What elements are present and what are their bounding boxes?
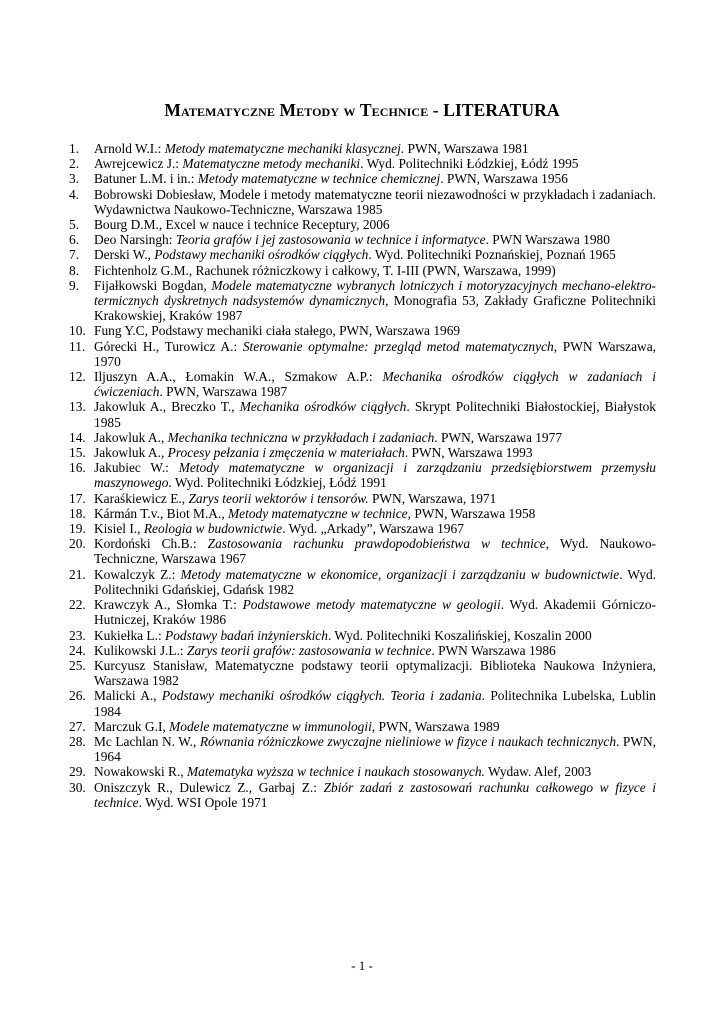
reference-number: 9. <box>69 277 80 293</box>
reference-publisher: . PWN Warszawa 1980 <box>485 232 610 248</box>
reference-author: Krawczyk A., Słomka T.: <box>94 597 243 613</box>
reference-author: Fichtenholz G.M., Rachunek różniczkowy i całkowy, T. I-III (PWN, Warszawa, 1999) <box>94 262 556 278</box>
reference-item <box>69 323 656 338</box>
reference-title: Zarys teorii grafów: zastosowania w technice <box>187 642 432 658</box>
reference-title: Metody matematyczne w ekonomice, organizacji i zarządzaniu w budownictwie <box>180 566 620 582</box>
reference-item <box>69 399 656 429</box>
reference-publisher: . Skrypt Politechniki Białostockiej, Białystok 1985 <box>94 399 657 430</box>
reference-publisher: , PWN Warszawa, 1970 <box>94 338 656 369</box>
reference-number: 11. <box>69 338 86 354</box>
reference-author: Kármán T.v., Biot M.A., <box>94 505 229 521</box>
reference-item <box>69 536 656 566</box>
reference-author: Deo Narsingh: <box>94 232 176 248</box>
reference-number: 6. <box>69 232 80 248</box>
reference-item <box>69 597 656 627</box>
reference-publisher: , Monografia 53, Zakłady Graficzne Politechniki Krakowskiej, Kraków 1987 <box>94 293 657 324</box>
reference-publisher: . PWN, Warszawa 1993 <box>404 445 533 461</box>
reference-author: Kisiel I., <box>94 521 144 537</box>
reference-title: Matematyka wyższa w technice i naukach stosowanych. <box>187 764 485 780</box>
reference-title: Zarys teorii wektorów i tensorów. <box>188 490 369 506</box>
reference-publisher: . Wyd. Politechniki Łódzkiej, Łódź 1995 <box>360 156 579 172</box>
reference-number: 15. <box>69 445 86 461</box>
reference-author: Mc Lachlan N. W., <box>94 733 200 749</box>
reference-title: Zbiór zadań z zastosowań rachunku całkowego w fizyce i technice <box>94 779 656 810</box>
reference-publisher: . Politechnika Lubelska, Lublin 1984 <box>94 688 656 719</box>
reference-item <box>69 217 656 232</box>
reference-title: Reologia w budownictwie <box>143 521 283 537</box>
reference-item <box>69 263 656 278</box>
reference-author: Arnold W.I.: <box>94 141 165 156</box>
reference-item <box>69 445 656 460</box>
reference-publisher: . PWN, Warszawa 1977 <box>434 429 563 445</box>
reference-item <box>69 430 656 445</box>
reference-item <box>69 658 656 688</box>
reference-number: 19. <box>69 521 86 537</box>
reference-item <box>69 643 656 658</box>
reference-title: Modele matematyczne wybranych lotniczych i motoryzacyjnych mechano-elektro-termicznych dyskretnych nadsystemów dynamicznych <box>94 277 656 309</box>
reference-publisher: . PWN, Warszawa 1987 <box>159 384 288 400</box>
reference-publisher: . PWN Warszawa 1986 <box>431 642 556 658</box>
reference-publisher: , Wyd. Naukowo-Techniczne, Warszawa 1967 <box>94 536 656 567</box>
reference-author: Kurcyusz Stanisław, Matematyczne podstawy teorii optymalizacji. Biblioteka Naukowa Inżyniera, Warszawa 1982 <box>94 657 656 689</box>
reference-title: Podstawy mechaniki ośrodków ciągłych <box>154 247 369 263</box>
reference-title: Równania różniczkowe zwyczajne nieliniowe w fizyce i naukach technicznych <box>199 733 617 749</box>
reference-number: 2. <box>69 156 80 172</box>
reference-number: 8. <box>69 262 80 278</box>
reference-number: 30. <box>69 779 86 795</box>
reference-publisher: Wydaw. Alef, 2003 <box>484 764 592 780</box>
reference-number: 14. <box>69 429 86 445</box>
reference-publisher: . Wyd. Politechniki Łódzkiej, Łódź 1991 <box>168 475 387 491</box>
reference-title: Podstawy badań inżynierskich <box>165 627 328 643</box>
reference-author: Malicki A., <box>94 688 162 704</box>
reference-author: Iljuszyn A.A., Łomakin W.A., Szmakow A.P.: <box>94 369 383 385</box>
reference-publisher: . Wyd. WSI Opole 1971 <box>138 794 268 810</box>
reference-title: Teoria grafów i jej zastosowania w technice i informatyce <box>175 232 486 248</box>
reference-author: Awrejcewicz J.: <box>94 156 183 172</box>
reference-number: 17. <box>69 490 86 506</box>
reference-number: 26. <box>69 688 86 704</box>
reference-title: Modele matematyczne w immunologii <box>169 718 372 734</box>
reference-publisher: . PWN, Warszawa 1981 <box>400 141 529 156</box>
reference-item <box>69 232 656 247</box>
reference-number: 21. <box>69 566 86 582</box>
reference-author: Kordoński Ch.B.: <box>94 536 208 552</box>
reference-item <box>69 780 656 810</box>
reference-title: Sterowanie optymalne: przegląd metod matematycznych <box>242 338 554 354</box>
reference-item <box>69 141 656 156</box>
reference-item <box>69 491 656 506</box>
page-number: - 1 - <box>351 958 373 973</box>
reference-publisher: , PWN, Warszawa 1989 <box>371 718 500 734</box>
reference-publisher: PWN, Warszawa, 1971 <box>368 490 497 506</box>
reference-item <box>69 156 656 171</box>
reference-number: 1. <box>69 141 80 156</box>
reference-list <box>69 141 656 810</box>
reference-number: 5. <box>69 217 80 233</box>
reference-title: Podstawy mechaniki ośrodków ciągłych. Teoria i zadania <box>161 688 482 704</box>
reference-number: 24. <box>69 642 86 658</box>
reference-author: Derski W., <box>94 247 155 263</box>
reference-title: Metody matematyczne w technice chemicznej <box>197 171 441 187</box>
reference-item <box>69 567 656 597</box>
reference-author: Nowakowski R., <box>94 764 187 780</box>
reference-title: Mechanika ośrodków ciągłych <box>239 399 407 415</box>
reference-publisher: , PWN, Warszawa 1958 <box>407 505 536 521</box>
reference-author: Bourg D.M., Excel w nauce i technice Receptury, 2006 <box>94 217 390 233</box>
page-title <box>0 100 724 121</box>
reference-number: 4. <box>69 186 80 202</box>
reference-publisher: . PWN, 1964 <box>94 733 656 765</box>
reference-publisher: . PWN, Warszawa 1956 <box>440 171 568 187</box>
reference-title: Procesy pełzania i zmęczenia w materiałach <box>167 445 405 461</box>
reference-item <box>69 278 656 324</box>
reference-item <box>69 688 656 718</box>
reference-item <box>69 339 656 369</box>
reference-publisher: . Wyd. Akademii Górniczo-Hutniczej, Kraków 1986 <box>94 597 656 628</box>
reference-number: 3. <box>69 171 80 187</box>
reference-author: Górecki H., Turowicz A.: <box>94 338 243 354</box>
reference-author: Jakubiec W.: <box>94 460 179 476</box>
title-main: Matematyczne Metody w Technice - <box>164 99 444 120</box>
reference-number: 27. <box>69 718 86 734</box>
reference-number: 10. <box>69 323 86 339</box>
reference-publisher: . Wyd. „Arkady”, Warszawa 1967 <box>282 521 464 537</box>
reference-title: Mechanika ośrodków ciągłych w zadaniach i ćwiczeniach <box>94 369 656 400</box>
reference-author: Fung Y.C, Podstawy mechaniki ciała stałego, PWN, Warszawa 1969 <box>94 323 461 339</box>
reference-item <box>69 369 656 399</box>
reference-author: Jakowluk A., Breczko T., <box>94 399 240 415</box>
reference-item <box>69 521 656 536</box>
reference-title: Metody matematyczne mechaniki klasycznej <box>164 141 401 156</box>
reference-item <box>69 734 656 764</box>
reference-number: 16. <box>69 460 86 476</box>
reference-author: Marczuk G.I, <box>94 718 170 734</box>
reference-title: Mechanika techniczna w przykładach i zadaniach <box>167 429 435 445</box>
reference-author: Jakowluk A., <box>94 445 168 461</box>
reference-title: Zastosowania rachunku prawdopodobieństwa w technice <box>207 536 546 552</box>
reference-author: Fijałkowski Bogdan, <box>94 277 212 293</box>
reference-title: Matematyczne metody mechaniki <box>182 156 361 172</box>
reference-number: 22. <box>69 597 86 613</box>
reference-item <box>69 247 656 262</box>
reference-item <box>69 719 656 734</box>
reference-number: 29. <box>69 764 86 780</box>
reference-number: 7. <box>69 247 80 263</box>
reference-number: 18. <box>69 505 86 521</box>
reference-title: Podstawowe metody matematyczne w geologii <box>242 597 501 613</box>
reference-number: 12. <box>69 369 86 385</box>
reference-number: 25. <box>69 657 86 673</box>
reference-author: Kukiełka L.: <box>94 627 166 643</box>
reference-author: Oniszczyk R., Dulewicz Z., Garbaj Z.: <box>94 779 324 795</box>
reference-title: Metody matematyczne w organizacji i zarządzaniu przedsiębiorstwem przemysłu maszynowego <box>94 460 656 491</box>
reference-item <box>69 171 656 186</box>
reference-author: Jakowluk A., <box>94 429 168 445</box>
reference-author: Karaśkiewicz E., <box>94 490 189 506</box>
reference-item <box>69 187 656 217</box>
reference-item <box>69 764 656 779</box>
reference-author: Kulikowski J.L.: <box>94 642 187 658</box>
reference-item <box>69 460 656 490</box>
reference-publisher: . Wyd. Politechniki Gdańskiej, Gdańsk 1982 <box>94 566 656 597</box>
reference-number: 23. <box>69 627 86 643</box>
reference-title: Metody matematyczne w technice <box>228 505 408 521</box>
reference-number: 13. <box>69 399 86 415</box>
reference-number: 28. <box>69 733 86 749</box>
reference-item <box>69 628 656 643</box>
reference-publisher: . Wyd. Politechniki Poznańskiej, Poznań 1965 <box>368 247 616 263</box>
reference-number: 20. <box>69 536 86 552</box>
reference-author: Bobrowski Dobiesław, Modele i metody matematyczne teorii niezawodności w przykładach i zadaniach. Wydawnictwa Naukowo-Techniczne, Warszawa 1985 <box>94 186 656 217</box>
reference-item <box>69 506 656 521</box>
title-literatura: LITERATURA <box>443 99 560 120</box>
reference-publisher: . Wyd. Politechniki Koszalińskiej, Koszalin 2000 <box>327 627 592 643</box>
reference-author: Batuner L.M. i in.: <box>94 171 198 187</box>
reference-author: Kowalczyk Z.: <box>94 566 181 582</box>
